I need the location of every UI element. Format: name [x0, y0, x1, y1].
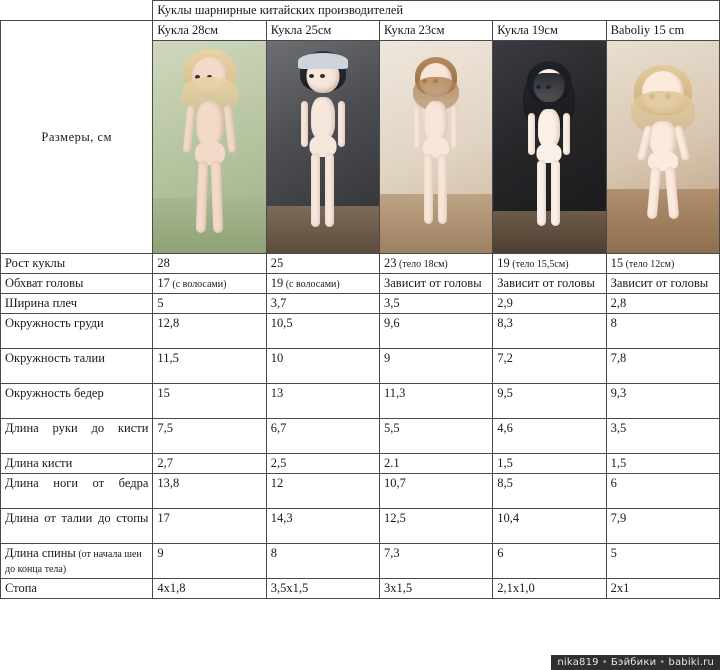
cell-note: (тело 12см) — [623, 259, 675, 270]
table-banner-row — [1, 1, 720, 21]
cell-stopa-0: 4x1,8 — [153, 579, 266, 599]
table-row — [1, 294, 720, 314]
cell-plechi-1: 3,7 — [266, 294, 379, 314]
cell-spina-0: 9 — [153, 544, 266, 579]
table-row — [1, 274, 720, 294]
doll-photo-cell-0 — [153, 41, 266, 254]
doll-name-3: Кукла 19см — [493, 21, 606, 41]
cell-note: (с волосами) — [169, 279, 227, 290]
doll-19cm-photo — [493, 41, 605, 253]
cell-rost-0 — [153, 254, 266, 274]
table-row — [1, 544, 720, 579]
doll-photo-cell-4 — [606, 41, 719, 254]
cell-value: 15 — [610, 256, 624, 270]
cell-value: Зависит от головы — [497, 276, 595, 290]
cell-noga-3: 8,5 — [493, 474, 606, 509]
cell-golova-1 — [266, 274, 379, 294]
cell-value: 17 — [157, 276, 170, 290]
watermark-user: nika819 — [557, 657, 599, 668]
cell-talia-stopa-2: 12,5 — [380, 509, 493, 544]
cell-rost-4 — [606, 254, 719, 274]
cell-rost-1 — [266, 254, 379, 274]
cell-value: 19 — [497, 256, 510, 270]
table-banner-title: Куклы шарнирные китайских производителей — [153, 1, 720, 21]
row-label-dlina-kisti: Длина кисти — [1, 454, 153, 474]
cell-bedra-4: 9,3 — [606, 384, 719, 419]
cell-talia-stopa-3: 10,4 — [493, 509, 606, 544]
cell-note: (с волосами) — [283, 279, 340, 290]
cell-ruka-3: 4,6 — [493, 419, 606, 454]
table-row — [1, 349, 720, 384]
cell-ruka-2: 5,5 — [380, 419, 493, 454]
cell-value: 19 — [270, 276, 284, 290]
doll-photo-cell-1 — [266, 41, 379, 254]
cell-taliya-0: 11,5 — [153, 349, 266, 384]
doll-name-2: Кукла 23см — [380, 21, 493, 41]
cell-noga-1: 12 — [266, 474, 379, 509]
cell-noga-0: 13,8 — [153, 474, 266, 509]
cell-grud-1: 10,5 — [266, 314, 379, 349]
cell-bedra-0: 15 — [153, 384, 266, 419]
doll-15cm-photo — [607, 41, 719, 253]
cell-talia-stopa-4: 7,9 — [606, 509, 719, 544]
cell-stopa-2: 3x1,5 — [380, 579, 493, 599]
table-row — [1, 314, 720, 349]
doll-name-0: Кукла 28см — [153, 21, 266, 41]
cell-golova-3 — [493, 274, 606, 294]
cell-golova-4 — [606, 274, 719, 294]
doll-25cm-photo — [267, 41, 379, 253]
cell-grud-4: 8 — [606, 314, 719, 349]
watermark-site-ru: Бэйбики — [610, 657, 657, 668]
banner-spacer — [1, 1, 153, 21]
cell-spina-3: 6 — [493, 544, 606, 579]
cell-noga-2: 10,7 — [380, 474, 493, 509]
cell-golova-2 — [380, 274, 493, 294]
doll-28cm-photo — [153, 41, 265, 253]
cell-stopa-3: 2,1x1,0 — [493, 579, 606, 599]
cell-note: (тело 15,5см) — [509, 259, 569, 270]
table-row — [1, 474, 720, 509]
row-label-dlina-ruki: Длина руки до кисти — [1, 419, 153, 454]
cell-taliya-4: 7,8 — [606, 349, 719, 384]
cell-bedra-3: 9,5 — [493, 384, 606, 419]
doll-name-row — [1, 21, 720, 41]
cell-grud-3: 8,3 — [493, 314, 606, 349]
cell-plechi-2: 3,5 — [380, 294, 493, 314]
table-row — [1, 509, 720, 544]
watermark-separator-1: • — [601, 657, 608, 668]
cell-ruka-4: 3,5 — [606, 419, 719, 454]
table-row — [1, 254, 720, 274]
cell-plechi-0: 5 — [153, 294, 266, 314]
table-row — [1, 384, 720, 419]
watermark-separator-2: • — [659, 657, 666, 668]
row-label-note: (от начала шеи до конца тела) — [5, 549, 142, 575]
sizes-column-header: Размеры, см — [1, 21, 153, 254]
cell-kist-4: 1,5 — [606, 454, 719, 474]
row-label-dlina-nogi: Длина ноги от бедра — [1, 474, 153, 509]
cell-ruka-0: 7,5 — [153, 419, 266, 454]
cell-value: Зависит от головы — [610, 276, 709, 290]
row-label-okruzhnost-grudi: Окружность груди — [1, 314, 153, 349]
cell-value: Зависит от головы — [384, 276, 482, 290]
doll-photo-cell-2 — [380, 41, 493, 254]
table-row — [1, 419, 720, 454]
row-label-dlina-ot-talii: Длина от талии до стопы — [1, 509, 153, 544]
cell-stopa-4: 2x1 — [606, 579, 719, 599]
cell-noga-4: 6 — [606, 474, 719, 509]
cell-value: 23 — [384, 256, 397, 270]
row-label-rost: Рост куклы — [1, 254, 153, 274]
cell-bedra-1: 13 — [266, 384, 379, 419]
cell-plechi-3: 2,9 — [493, 294, 606, 314]
row-label-shirina-plech: Ширина плеч — [1, 294, 153, 314]
row-label-stopa: Стопа — [1, 579, 153, 599]
row-label-text: Длина спины — [5, 546, 76, 560]
doll-name-4: Baboliy 15 cm — [606, 21, 719, 41]
cell-rost-2 — [380, 254, 493, 274]
row-label-dlina-spiny — [1, 544, 153, 579]
cell-value: 28 — [157, 256, 170, 270]
cell-kist-2: 2.1 — [380, 454, 493, 474]
cell-kist-1: 2,5 — [266, 454, 379, 474]
cell-spina-2: 7,3 — [380, 544, 493, 579]
cell-grud-2: 9,6 — [380, 314, 493, 349]
cell-talia-stopa-0: 17 — [153, 509, 266, 544]
cell-taliya-3: 7,2 — [493, 349, 606, 384]
cell-golova-0 — [153, 274, 266, 294]
cell-grud-0: 12,8 — [153, 314, 266, 349]
watermark-site-domain: babiki.ru — [668, 657, 714, 668]
row-label-obhvat-golovy: Обхват головы — [1, 274, 153, 294]
cell-rost-3 — [493, 254, 606, 274]
cell-spina-1: 8 — [266, 544, 379, 579]
cell-kist-3: 1,5 — [493, 454, 606, 474]
cell-taliya-2: 9 — [380, 349, 493, 384]
cell-note: (тело 18см) — [396, 259, 448, 270]
cell-bedra-2: 11,3 — [380, 384, 493, 419]
table-row — [1, 579, 720, 599]
cell-stopa-1: 3,5x1,5 — [266, 579, 379, 599]
cell-value: 25 — [270, 256, 284, 270]
cell-ruka-1: 6,7 — [266, 419, 379, 454]
cell-spina-4: 5 — [606, 544, 719, 579]
table-row — [1, 454, 720, 474]
cell-talia-stopa-1: 14,3 — [266, 509, 379, 544]
row-label-okruzhnost-talii: Окружность талии — [1, 349, 153, 384]
doll-name-1: Кукла 25см — [266, 21, 379, 41]
cell-kist-0: 2,7 — [153, 454, 266, 474]
row-label-okruzhnost-bedior: Окружность бедер — [1, 384, 153, 419]
cell-taliya-1: 10 — [266, 349, 379, 384]
watermark — [551, 655, 720, 670]
cell-plechi-4: 2,8 — [606, 294, 719, 314]
doll-photo-cell-3 — [493, 41, 606, 254]
doll-23cm-photo — [380, 41, 492, 253]
